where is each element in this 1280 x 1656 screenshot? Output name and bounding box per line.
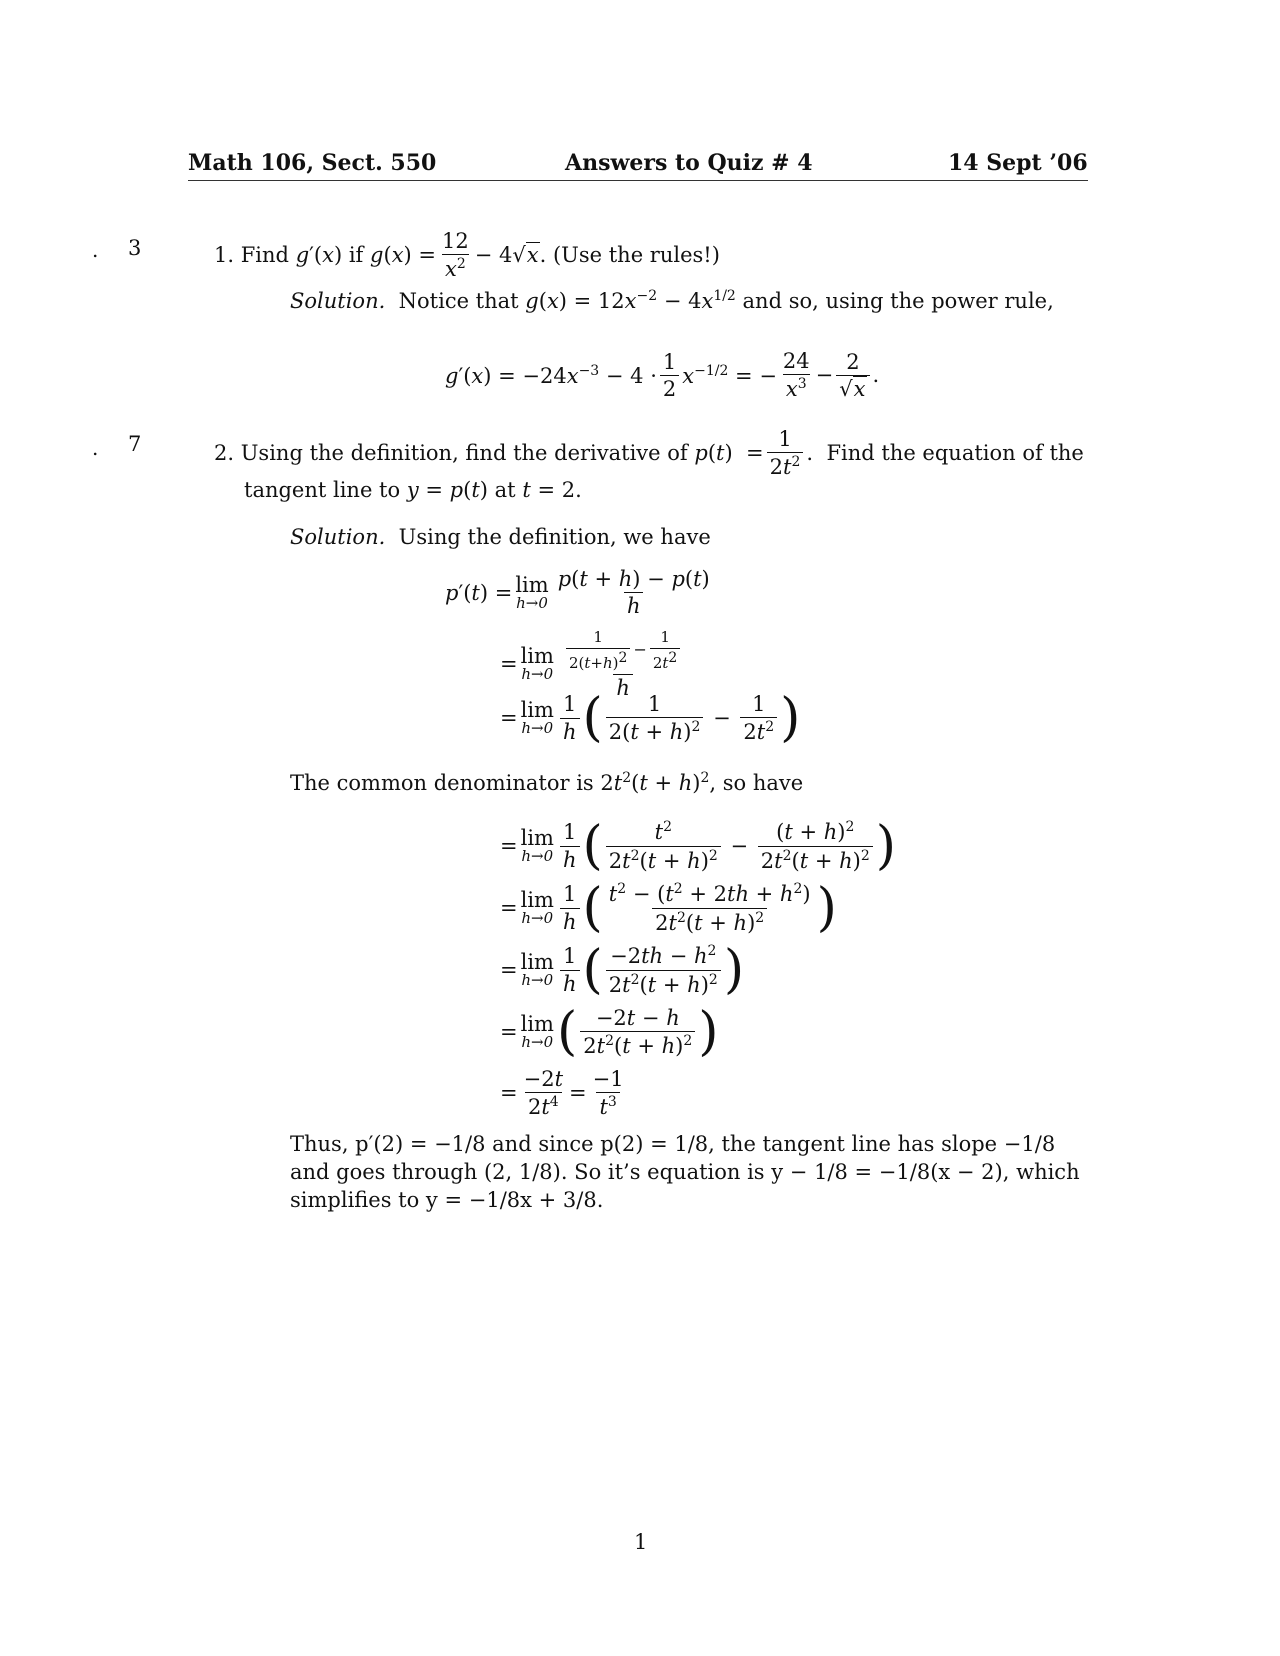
header-rule — [188, 180, 1088, 181]
conclusion-line-1: Thus, p′(2) = −1/8 and since p(2) = 1/8, the tangent line has slope −1/8 — [290, 1132, 1056, 1156]
score-problem-1: 3 — [128, 236, 142, 260]
derivation-step-5: = lim h→0 $\frac{1}{h}$ ( $\frac{t^2 - (t^2 + 2th + h^2)}{2t^2(t + h)^2}$ ) — [500, 878, 837, 938]
header-date: 14 Sept ’06 — [948, 150, 1088, 176]
solution-label-1: Solution. — [290, 288, 386, 313]
score-problem-2: 7 — [128, 432, 142, 456]
problem-2-number: 2. — [214, 441, 235, 466]
header-course: Math 106, Sect. 550 — [188, 150, 437, 176]
margin-dot-1: . — [92, 238, 99, 262]
fraction-12-over-x2: $\frac{12}{x^2}$ — [442, 229, 469, 282]
conclusion-paragraph — [290, 1130, 1080, 1214]
derivation-step-7: = lim h→0 ( $\frac{-2t - h}{2t^2(t + h)^2}$ ) — [500, 1002, 719, 1062]
derivation-step-4: = lim h→0 $\frac{1}{h}$ ( $\frac{t^2}{2t^2(t + h)^2}$ − $\frac{(t + h)^2}{2t^2(t + h)^2}$ ) — [500, 816, 897, 876]
problem-2-solution-intro: Solution. Using the definition, we have — [290, 525, 711, 549]
header-title: Answers to Quiz # 4 — [565, 150, 813, 176]
problem-1-statement: 1. Find g′(x) if g(x) = $\frac{12}{x^2}$ − 4√x. (Use the rules!) — [214, 229, 720, 282]
problem-2-statement-line1: 2. Using the definition, find the derivative of p(t) = $\frac{1}{2t^2}$ . Find the equation of the — [214, 427, 1084, 480]
common-denominator-sentence: The common denominator is $2t^2(t + h)^2$ , so have — [290, 770, 804, 795]
derivation-step-3: = lim h→0 $\frac{1}{h}$ ( $\frac{1}{2(t + h)^2}$ − $\frac{1}{2t^2}$ ) — [500, 688, 801, 748]
margin-dot-2: . — [92, 436, 99, 460]
problem-2-statement-line2: tangent line to y = p(t) at t = 2. — [244, 478, 582, 502]
problem-1-number: 1. — [214, 243, 235, 268]
conclusion-line-2: and goes through (2, 1/8). So it’s equation is y − 1/8 = −1/8(x − 2), which — [290, 1160, 1080, 1184]
problem-1-solution-line: Solution. Notice that $g(x) = 12x^{-2} - 4x^{1/2}$ and so, using the power rule, — [290, 288, 1054, 313]
problem-1-derivative-equation: $g'(x) = -24x^{-3} - 4$ · $\frac{1}{2}$ $x^{-1/2}$ = − $\frac{24}{x^3}$ − $\frac{2}{√x}$ . — [445, 349, 880, 402]
solution-label-2: Solution. — [290, 525, 386, 549]
math-gprime: g′(x) — [295, 243, 343, 268]
conclusion-line-3: simplifies to y = −1/8x + 3/8. — [290, 1188, 604, 1212]
derivation-step-2: = lim h→0 $\frac{1}{2(t+h)^2}$ − $\frac{1}{2t^2}$ h — [500, 630, 689, 699]
derivation-step-8: = $\frac{-2t}{2t^4}$ = $\frac{-1}{t^3}$ — [500, 1067, 624, 1120]
page-number: 1 — [634, 1530, 648, 1554]
derivation-step-6: = lim h→0 $\frac{1}{h}$ ( $\frac{-2th - h^2}{2t^2(t + h)^2}$ ) — [500, 940, 745, 1000]
derivation-step-1: p′(t) = lim h→0 $\frac{p(t + h) - p(t)}{h}$ — [445, 567, 710, 619]
